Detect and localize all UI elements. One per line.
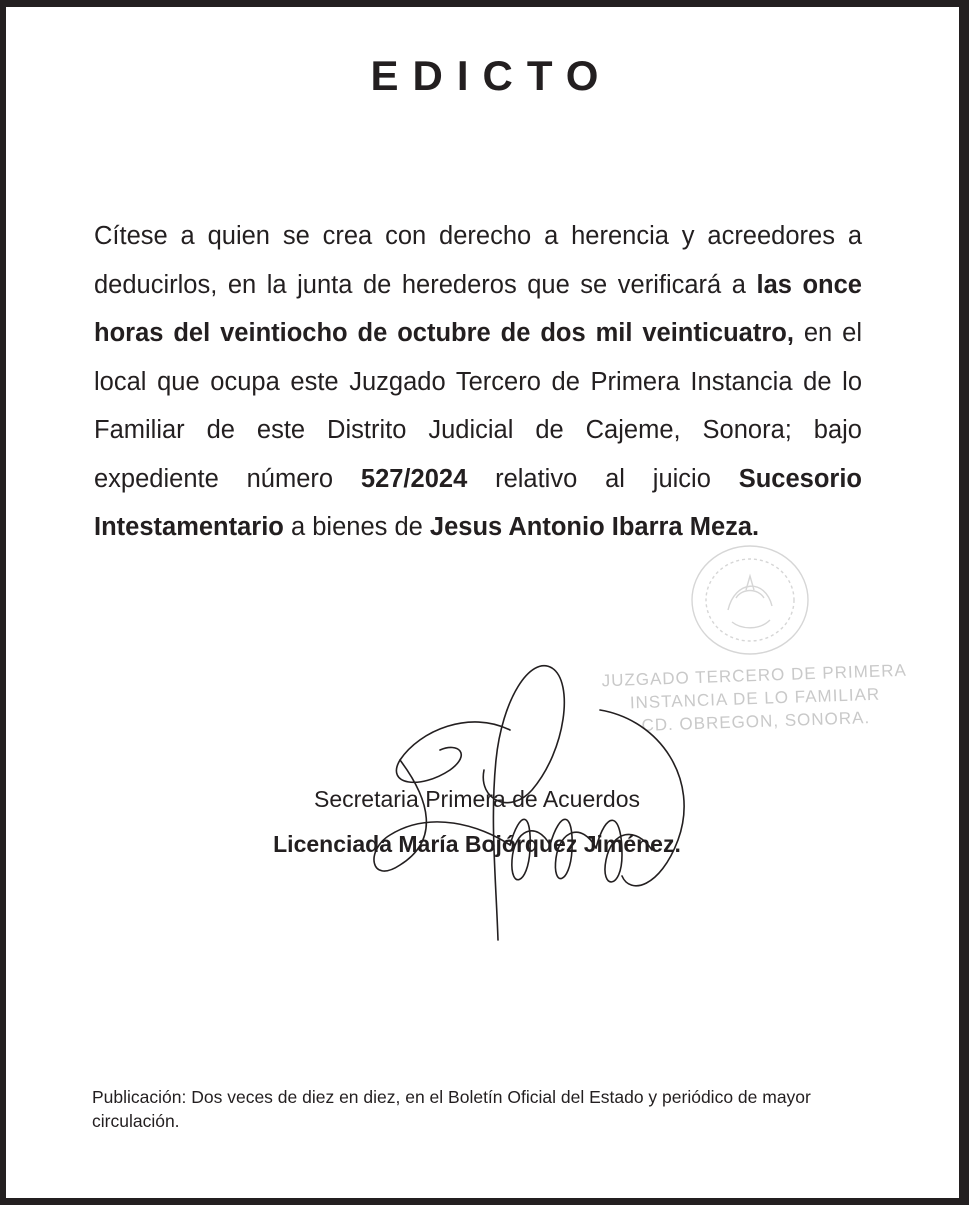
document-title: EDICTO <box>370 52 613 99</box>
hearing-datetime: las once horas del veintiocho de octubre de dos mil veinticuatro, <box>94 270 862 347</box>
stamp-line-1: JUZGADO TERCERO DE PRIMERA <box>601 660 908 691</box>
case-number: 527/2024 <box>360 464 468 493</box>
deceased-name: Jesus Antonio Ibarra Meza. <box>429 513 760 541</box>
publication-note: Publicación: Dos veces de diez en diez, en el Boletín Oficial del Estado y periódico de mayor circulación. <box>92 1087 811 1131</box>
signatory-name: Licenciada María Bojórquez Jiménez. <box>273 831 681 857</box>
body-text-3: relativo al juicio <box>467 464 739 493</box>
signatory-title: Secretaria Primera de Acuerdos <box>314 786 640 812</box>
stamp-line-3: CD. OBREGON, SONORA. <box>641 708 871 735</box>
case-type: Sucesorio Intestamentario <box>94 464 863 541</box>
court-seal-icon <box>680 540 820 660</box>
body-text-2: en el local que ocupa este Juzgado Tercero de Primera Instancia de lo Familiar de este Distrito Judicial de Cajeme, Sonora; bajo expediente número <box>94 319 862 493</box>
stamp-line-2: INSTANCIA DE LO FAMILIAR <box>629 684 881 713</box>
body-text-1: Cítese a quien se crea con derecho a herencia y acreedores a deducirlos, en la junta de herederos que se verificará a <box>94 222 862 299</box>
body-text-4: a bienes de <box>283 513 430 541</box>
handwritten-signature-icon <box>360 650 710 950</box>
edict-body <box>94 212 862 552</box>
